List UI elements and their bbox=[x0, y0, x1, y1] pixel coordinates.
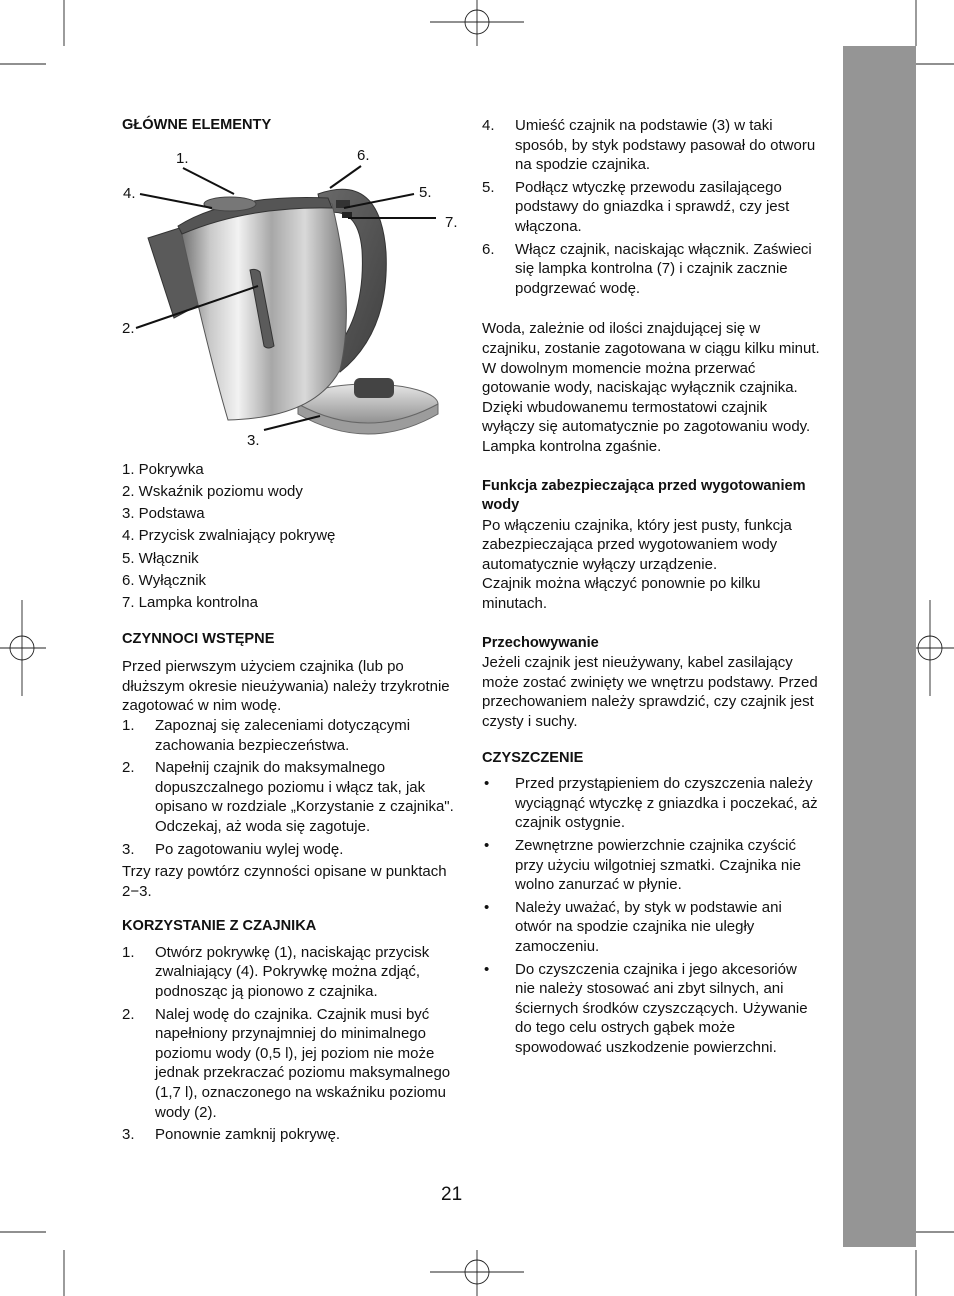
list-item: 5. Włącznik bbox=[122, 549, 199, 567]
heading-preliminary: CZYNNOCI WSTĘPNE bbox=[122, 630, 275, 647]
heading-storage: Przechowywanie bbox=[482, 634, 599, 651]
list-item: 1. Zapoznaj się zaleceniami dotyczącymi zachowania bezpieczeństwa. bbox=[122, 716, 411, 754]
list-item: 1. Pokrywka bbox=[122, 460, 204, 478]
callout-5: 5. bbox=[419, 184, 432, 201]
boil-dry-text-2: Czajnik można włączyć ponownie po kilku minutach. bbox=[482, 575, 761, 613]
list-item: 5. Podłącz wtyczkę przewodu zasilającego podstawy do gniazdka i sprawdź, czy jest włączona. bbox=[482, 178, 790, 235]
parts-list bbox=[122, 460, 460, 613]
heading-using: KORZYSTANIE Z CZAJNIKA bbox=[122, 918, 317, 935]
list-item: 2. Nalej wodę do czajnika. Czajnik musi być napełniony przynajmniej do minimalnego poziomu wody (0,5 l), jej poziom nie może jednak przekraczać poziomu maksymalnego (1,7 l), oznaczonego na wskaźniku poziomu wody (2). bbox=[122, 1005, 451, 1121]
list-item: • Zewnętrzne powierzchnie czajnika czyścić przy użyciu wilgotniej szmatki. Czajnika nie wolno zanurzać w płynie. bbox=[484, 837, 801, 894]
heading-main-elements: GŁÓWNE ELEMENTY bbox=[122, 117, 272, 133]
page-number: 21 bbox=[441, 1184, 463, 1205]
list-item: 2. Wskaźnik poziomu wody bbox=[122, 482, 303, 500]
prelim-intro: Przed pierwszym użyciem czajnika (lub po dłuższym okresie nieużywania) należy trzykrotnie zagotować w nim wodę. bbox=[122, 658, 450, 715]
side-band bbox=[843, 46, 916, 1247]
callout-7: 7. bbox=[445, 214, 458, 231]
callout-4: 4. bbox=[123, 185, 136, 202]
heading-cleaning: CZYSZCZENIE bbox=[482, 749, 584, 766]
list-item: 1. Otwórz pokrywkę (1), naciskając przycisk zwalniający (4). Pokrywkę można zdjąć, podnosząc ją pionowo z czajnika. bbox=[122, 943, 430, 1001]
list-item: 3. Podstawa bbox=[122, 505, 205, 523]
callout-6: 6. bbox=[357, 147, 370, 164]
callout-2: 2. bbox=[122, 320, 135, 337]
callout-1: 1. bbox=[176, 150, 189, 167]
use-steps-continued bbox=[482, 116, 820, 298]
list-item: 6. Włącz czajnik, naciskając włącznik. Zaświeci się lampka kontrolna (7) i czajnik zacznie podgrzewać wodę. bbox=[482, 240, 812, 297]
list-item: 3. Po zagotowaniu wylej wodę. bbox=[122, 840, 344, 858]
callout-3: 3. bbox=[247, 432, 260, 449]
list-item: 4. Umieść czajnik na podstawie (3) w taki sposób, by styk podstawy pasował do otworu na spodzie czajnika. bbox=[482, 117, 816, 174]
list-item: 4. Przycisk zwalniający pokrywę bbox=[122, 527, 336, 545]
list-item: • Należy uważać, by styk w podstawie ani otwór na spodzie czajnika nie uległy zamoczeniu. bbox=[484, 898, 782, 955]
list-item: • Do czyszczenia czajnika i jego akcesoriów nie należy stosować ani zbyt silnych, ani ściernych środków czyszczących. Używanie do tego celu ostrych gąbek może spowodować uszkodzenie powierzchni. bbox=[484, 960, 808, 1056]
list-item: • Przed przystąpieniem do czyszczenia należy wyciągnąć wtyczkę z gniazdka i poczekać, aż czajnik ostygnie. bbox=[484, 775, 818, 832]
prelim-steps bbox=[122, 716, 460, 859]
boil-paragraph: Woda, zależnie od ilości znajdującej się w czajniku, zostanie zagotowana w ciągu kilku minut. W dowolnym momencie można przerwać gotowanie wody, naciskając wyłącznik czajnika. Dzięki wbudowanemu termostatowi czajnik wyłączy się automatycznie po zagotowaniu wody. Lampka kontrolna zgaśnie. bbox=[482, 320, 820, 455]
list-item: 7. Lampka kontrolna bbox=[122, 594, 258, 612]
list-item: 3. Ponownie zamknij pokrywę. bbox=[122, 1126, 341, 1144]
list-item: 6. Wyłącznik bbox=[122, 572, 207, 589]
use-steps bbox=[122, 943, 460, 1145]
prelim-outro: Trzy razy powtórz czynności opisane w punktach 2−3. bbox=[122, 863, 447, 900]
cleaning-list bbox=[482, 774, 820, 1057]
storage-text: Jeżeli czajnik jest nieużywany, kabel zasilający może zostać zwinięty we wnętrzu podstawy. Przed przechowaniem należy sprawdzić, czy czajnik jest czysty i suchy. bbox=[482, 654, 818, 731]
list-item: 2. Napełnij czajnik do maksymalnego dopuszczalnego poziomu i włącz tak, jak opisano w rozdziale „Korzystanie z czajnika". Odczekaj, aż woda się zagotuje. bbox=[122, 759, 454, 835]
right-column bbox=[482, 116, 820, 1061]
boil-dry-text: Po włączeniu czajnika, który jest pusty, funkcja zabezpieczająca przed wygotowaniem wody automatycznie wyłączy urządzenie. bbox=[482, 516, 792, 573]
left-column bbox=[122, 116, 460, 1148]
heading-boil-dry: Funkcja zabezpieczająca przed wygotowaniem wody bbox=[482, 477, 806, 514]
